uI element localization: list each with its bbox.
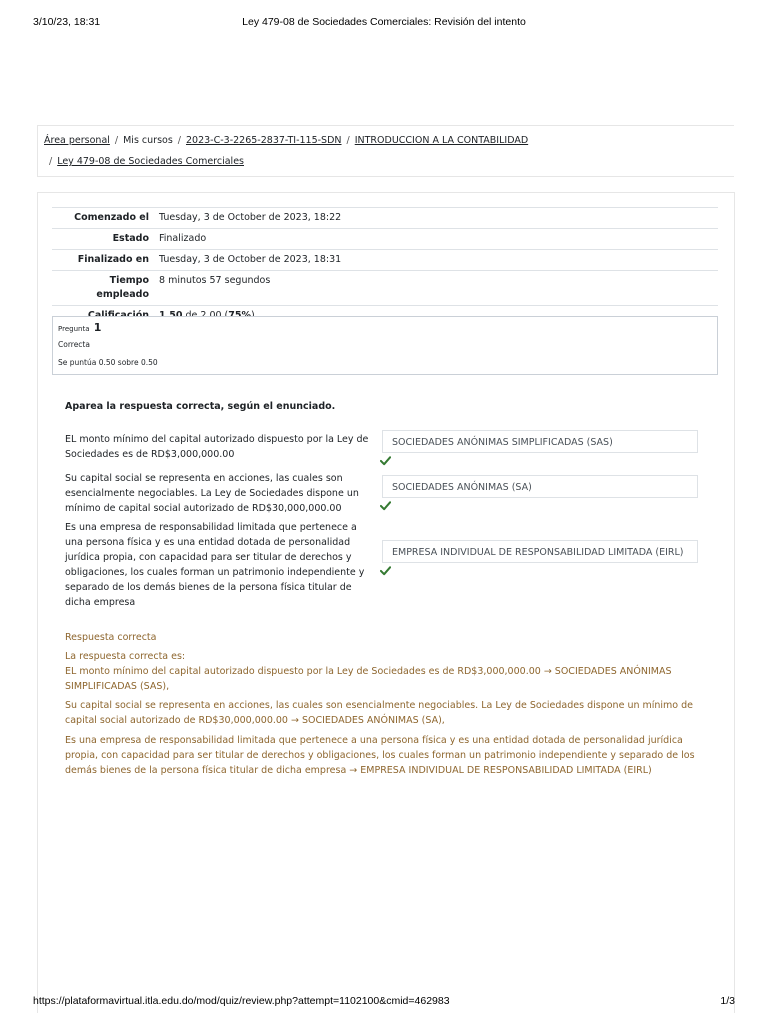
breadcrumb-separator: /	[346, 135, 350, 146]
match-answer-3: EMPRESA INDIVIDUAL DE RESPONSABILIDAD LIMITADA (EIRL)	[382, 540, 698, 563]
breadcrumb-separator: /	[177, 135, 181, 146]
match-stem-1: EL monto mínimo del capital autorizado dispuesto por la Ley de Sociedades es de RD$3,000,000.00	[65, 434, 369, 460]
feedback-line-1: EL monto mínimo del capital autorizado dispuesto por la Ley de Sociedades es de RD$3,000,000.00 → SOCIEDADES ANÓNIMAS SIMPLIFICADAS (SAS),	[65, 666, 672, 692]
feedback-intro: La respuesta correcta es:	[65, 651, 186, 662]
breadcrumb	[37, 125, 734, 177]
print-footer	[33, 995, 735, 1009]
check-icon	[380, 565, 391, 576]
summary-label: Finalizado en	[52, 250, 155, 271]
check-icon	[380, 500, 391, 511]
match-answer-1: SOCIEDADES ANÓNIMAS SIMPLIFICADAS (SAS)	[382, 430, 698, 453]
summary-value: Finalizado	[155, 229, 718, 250]
question-number	[58, 321, 101, 334]
summary-row-started	[52, 208, 718, 229]
breadcrumb-mis-cursos: Mis cursos	[123, 135, 173, 146]
feedback-line-2: Su capital social se representa en acciones, las cuales son esencialmente negociables. La Ley de Sociedades dispone un mínimo de capital social autorizado de RD$30,000,000.00 → SOCIEDADES ANÓNIMAS (SA),	[65, 700, 694, 726]
check-icon	[380, 455, 391, 466]
summary-label: Comenzado el	[52, 208, 155, 229]
question-info	[52, 316, 718, 375]
print-datetime: 3/10/23, 18:31	[33, 16, 101, 28]
print-page-number: 1/3	[720, 995, 735, 1007]
breadcrumb-quiz-name[interactable]: Ley 479-08 de Sociedades Comerciales	[57, 156, 244, 167]
breadcrumb-area-personal[interactable]: Área personal	[44, 135, 110, 146]
breadcrumb-separator: /	[114, 135, 119, 146]
breadcrumb-course-name[interactable]: INTRODUCCION A LA CONTABILIDAD	[354, 135, 529, 146]
summary-value: 8 minutos 57 segundos	[155, 271, 718, 306]
summary-row-state	[52, 229, 718, 250]
summary-row-time-taken	[52, 271, 718, 306]
match-stem-3: Es una empresa de responsabilidad limitada que pertenece a una persona física y es una entidad dotada de personalidad jurídica propia, con capacidad para ser titular de derechos y obligaciones, los cuales forman un patrimonio independiente y separado de los demás bienes de la persona física titular de dicha empresa	[65, 522, 365, 608]
breadcrumb-separator: /	[49, 156, 53, 167]
breadcrumb-course-code[interactable]: 2023-C-3-2265-2837-TI-115-SDN	[185, 135, 342, 146]
summary-value: Tuesday, 3 de October de 2023, 18:31	[155, 250, 718, 271]
feedback-result: Respuesta correcta	[65, 632, 157, 643]
feedback-line-3: Es una empresa de responsabilidad limitada que pertenece a una persona física y es una entidad dotada de personalidad jurídica propia, con capacidad para ser titular de derechos y obligaciones, los cuales forman un patrimonio independiente y separado de los demás bienes de la persona física titular de dicha empresa → EMPRESA INDIVIDUAL DE RESPONSABILIDAD LIMITADA (EIRL)	[65, 735, 695, 776]
question-grade: Se puntúa 0.50 sobre 0.50	[58, 358, 158, 367]
summary-row-finished	[52, 250, 718, 271]
question-prompt: Aparea la respuesta correcta, según el enunciado.	[65, 401, 336, 412]
question-state: Correcta	[58, 340, 90, 349]
question-label: Pregunta	[58, 325, 90, 333]
summary-value: Tuesday, 3 de October de 2023, 18:22	[155, 208, 718, 229]
print-url: https://plataformavirtual.itla.edu.do/mod/quiz/review.php?attempt=1102100&cmid=462983	[33, 995, 450, 1007]
summary-label: Tiempo empleado	[52, 271, 155, 306]
question-number-value: 1	[93, 321, 102, 334]
print-header	[33, 16, 735, 30]
print-page-title: Ley 479-08 de Sociedades Comerciales: Revisión del intento	[242, 16, 526, 28]
attempt-summary-table	[52, 207, 718, 327]
match-stem-2: Su capital social se representa en acciones, las cuales son esencialmente negociables. La Ley de Sociedades dispone un mínimo de capital social autorizado de RD$30,000,000.00	[65, 473, 359, 514]
match-answer-2: SOCIEDADES ANÓNIMAS (SA)	[382, 475, 698, 498]
summary-label: Estado	[52, 229, 155, 250]
